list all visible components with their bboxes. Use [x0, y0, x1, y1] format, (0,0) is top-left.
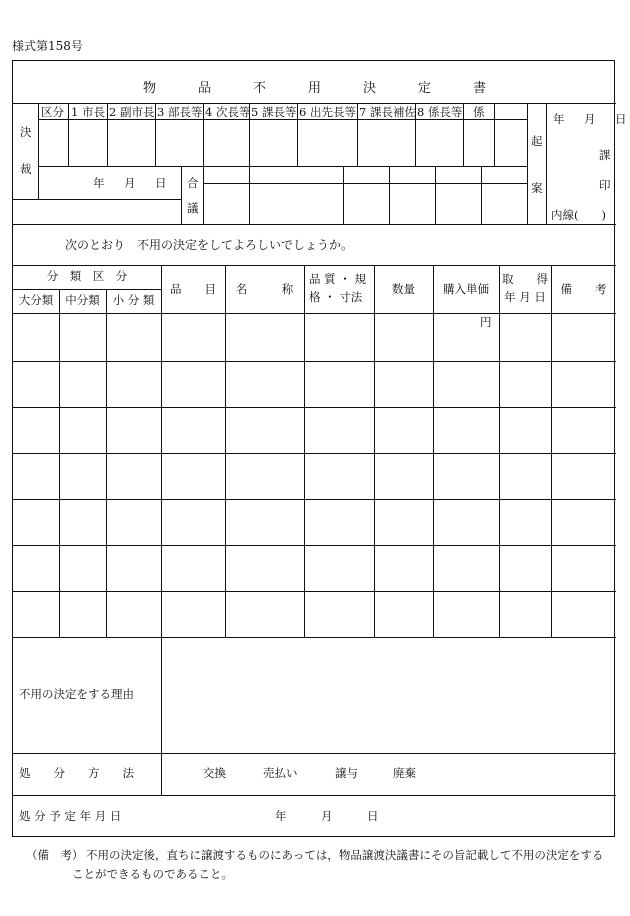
biko-header: 備 考: [560, 282, 607, 296]
rank-6: 6 出先長等: [299, 105, 356, 119]
form-frame: [12, 60, 630, 837]
reason-label: 不用の決定をする理由: [19, 687, 134, 701]
kubun-label: 区分: [41, 105, 64, 119]
rank-2: 2 副市長: [109, 105, 155, 119]
rank-3: 3 部長等: [157, 105, 203, 119]
note-line-2: ことができるものであること。: [72, 867, 233, 881]
in-label: 印: [599, 178, 611, 192]
kian-char-2: 案: [531, 181, 543, 195]
hinshitsu-header-1: 品 質 ・ 規: [309, 272, 366, 286]
rank-7: 7 課長補佐: [359, 105, 416, 119]
disposal-option-exchange: 交換: [203, 766, 226, 780]
naisen-label: 内線( ): [551, 208, 606, 222]
rank-5: 5 課長等: [251, 105, 297, 119]
kessai-char-2: 裁: [20, 162, 32, 176]
shutoku-header-2: 年 月 日: [504, 290, 546, 304]
meisho-header: 名 称: [235, 282, 294, 296]
tanka-header: 購入単価: [443, 282, 489, 296]
gogi-char-2: 議: [187, 201, 199, 215]
ka-label: 課: [599, 148, 611, 162]
schedule-date: 年 月 日: [275, 809, 379, 823]
kian-date: 年 月 日: [553, 112, 630, 126]
request-text: 次のとおり 不用の決定をしてよろしいでしょうか。: [65, 238, 354, 252]
gogi-char-1: 合: [187, 176, 199, 190]
disposal-option-transfer: 譲与: [335, 766, 358, 780]
note-line-1: 不用の決定後，直ちに譲渡するものにあっては，物品譲渡決議書にその旨記載して不用の決定をする: [86, 848, 604, 862]
bunrui-kubun-header: 分 類 区 分: [46, 269, 128, 283]
kessai-date: 年 月 日: [93, 176, 171, 190]
shutoku-header-1: 取 得: [502, 272, 548, 286]
chu-bunrui-header: 中分類: [65, 293, 100, 307]
schedule-label: 処 分 予 定 年 月 日: [19, 809, 122, 823]
kessai-char-1: 決: [20, 125, 32, 139]
note-head: （備 考）: [26, 848, 84, 862]
yen-unit: 円: [480, 315, 492, 329]
disposal-option-sale: 売払い: [263, 766, 298, 780]
form-title: 物品不用決定書: [142, 81, 528, 96]
rank-1: 1 市長: [71, 105, 105, 119]
sho-bunrui-header: 小 分 類: [112, 293, 155, 307]
suryo-header: 数量: [392, 282, 415, 296]
form-number: 様式第158号: [12, 39, 83, 53]
hinmoku-header: 品 目: [170, 282, 216, 296]
disposal-option-scrap: 廃棄: [393, 766, 416, 780]
kian-char-1: 起: [531, 134, 543, 148]
disposal-label: 処 分 方 法: [19, 766, 134, 780]
dai-bunrui-header: 大分類: [18, 293, 54, 307]
rank-9: 係: [473, 105, 485, 119]
rank-4: 4 次長等: [205, 105, 251, 119]
hinshitsu-header-2: 格 ・ 寸法: [309, 290, 363, 304]
rank-8: 8 係長等: [417, 105, 463, 119]
